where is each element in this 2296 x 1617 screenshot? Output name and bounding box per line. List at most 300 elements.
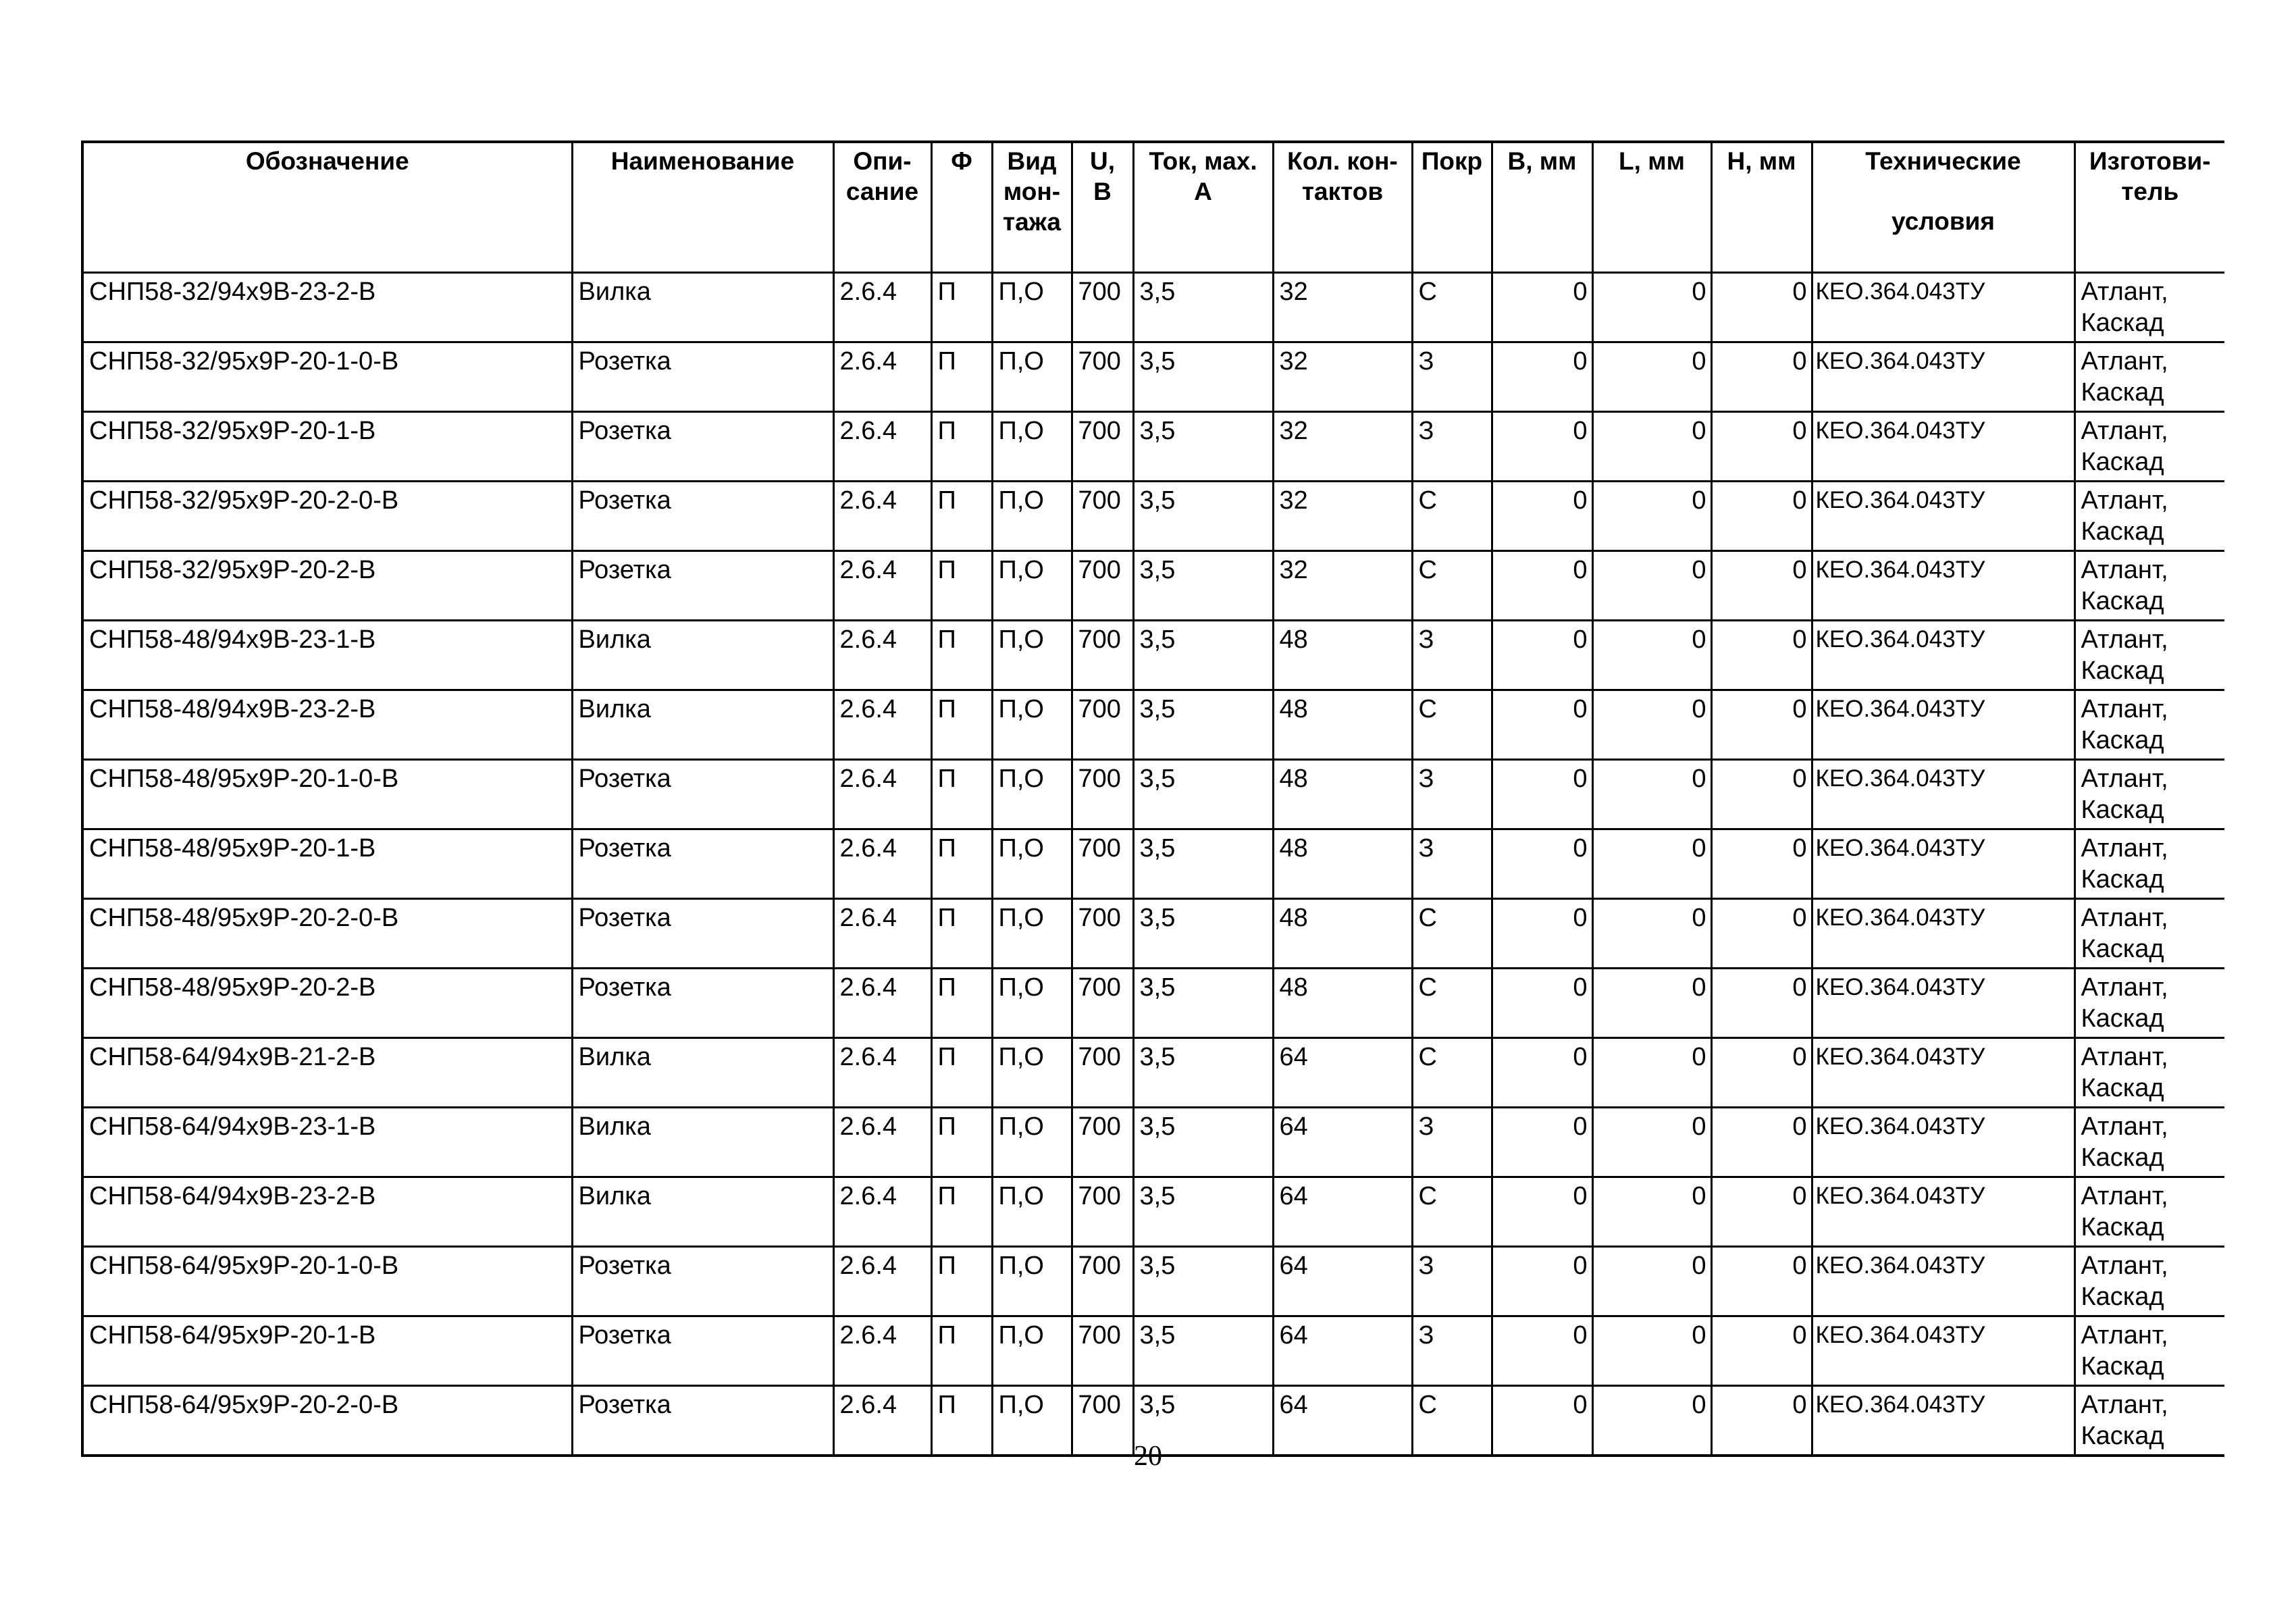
manufacturer-line: Атлант, <box>2081 695 2168 723</box>
cell-designation: СНП58-64/94х9В-23-2-В <box>82 1177 572 1247</box>
manufacturer-line: Каскад <box>2081 657 2164 685</box>
cell-mounting: П,О <box>992 1316 1072 1386</box>
header-contacts <box>1273 142 1412 273</box>
cell-l-mm: 0 <box>1592 690 1711 760</box>
header-l-mm: L, мм <box>1592 142 1711 273</box>
cell-f: П <box>931 1316 992 1386</box>
table-row <box>82 1038 2224 1108</box>
cell-designation: СНП58-48/95х9Р-20-1-0-В <box>82 760 572 829</box>
cell-h-mm: 0 <box>1711 760 1812 829</box>
cell-mounting: П,О <box>992 1108 1072 1177</box>
cell-tech-conditions: КЕО.364.043ТУ <box>1812 551 2075 621</box>
header-coating: Покр <box>1412 142 1492 273</box>
cell-f: П <box>931 621 992 690</box>
header-mounting-line: Вид <box>1007 147 1057 175</box>
cell-description: 2.6.4 <box>833 621 931 690</box>
cell-l-mm: 0 <box>1592 1177 1711 1247</box>
table-row <box>82 342 2224 412</box>
cell-manufacturer <box>2075 1386 2224 1456</box>
cell-l-mm: 0 <box>1592 621 1711 690</box>
cell-manufacturer <box>2075 621 2224 690</box>
cell-contacts: 48 <box>1273 969 1412 1038</box>
cell-f: П <box>931 1038 992 1108</box>
cell-manufacturer <box>2075 1247 2224 1316</box>
manufacturer-line: Каскад <box>2081 1004 2164 1033</box>
cell-name: Розетка <box>572 1316 833 1386</box>
cell-coating: З <box>1412 760 1492 829</box>
manufacturer-line: Каскад <box>2081 309 2164 337</box>
cell-name: Розетка <box>572 1386 833 1456</box>
cell-description: 2.6.4 <box>833 899 931 969</box>
cell-b-mm: 0 <box>1492 969 1592 1038</box>
cell-manufacturer <box>2075 1316 2224 1386</box>
cell-l-mm: 0 <box>1592 899 1711 969</box>
cell-manufacturer <box>2075 551 2224 621</box>
cell-h-mm: 0 <box>1711 342 1812 412</box>
cell-coating: С <box>1412 273 1492 342</box>
cell-designation: СНП58-64/95х9Р-20-1-В <box>82 1316 572 1386</box>
header-description-line: сание <box>845 178 919 205</box>
cell-b-mm: 0 <box>1492 1247 1592 1316</box>
cell-coating: С <box>1412 1177 1492 1247</box>
cell-b-mm: 0 <box>1492 899 1592 969</box>
cell-coating: З <box>1412 621 1492 690</box>
cell-f: П <box>931 551 992 621</box>
cell-mounting: П,О <box>992 899 1072 969</box>
cell-manufacturer <box>2075 690 2224 760</box>
cell-tech-conditions: КЕО.364.043ТУ <box>1812 1177 2075 1247</box>
cell-l-mm: 0 <box>1592 342 1711 412</box>
cell-b-mm: 0 <box>1492 1316 1592 1386</box>
cell-name: Розетка <box>572 551 833 621</box>
manufacturer-line: Атлант, <box>2081 834 2168 863</box>
cell-manufacturer <box>2075 1038 2224 1108</box>
cell-contacts: 32 <box>1273 412 1412 482</box>
cell-name: Вилка <box>572 621 833 690</box>
cell-mounting: П,О <box>992 829 1072 899</box>
cell-voltage: 700 <box>1072 899 1133 969</box>
cell-manufacturer <box>2075 1177 2224 1247</box>
cell-tech-conditions: КЕО.364.043ТУ <box>1812 829 2075 899</box>
cell-current: 3,5 <box>1133 1177 1273 1247</box>
cell-voltage: 700 <box>1072 412 1133 482</box>
cell-current: 3,5 <box>1133 342 1273 412</box>
cell-l-mm: 0 <box>1592 551 1711 621</box>
cell-f: П <box>931 899 992 969</box>
connectors-table <box>81 140 2224 1457</box>
header-tech-conditions <box>1812 142 2075 273</box>
header-voltage-line: В <box>1093 178 1112 205</box>
manufacturer-line: Каскад <box>2081 1283 2164 1311</box>
cell-mounting: П,О <box>992 412 1072 482</box>
cell-current: 3,5 <box>1133 1386 1273 1456</box>
cell-description: 2.6.4 <box>833 273 931 342</box>
cell-tech-conditions: КЕО.364.043ТУ <box>1812 1038 2075 1108</box>
cell-contacts: 32 <box>1273 342 1412 412</box>
cell-tech-conditions: КЕО.364.043ТУ <box>1812 690 2075 760</box>
cell-h-mm: 0 <box>1711 1247 1812 1316</box>
cell-designation: СНП58-32/95х9Р-20-2-В <box>82 551 572 621</box>
cell-designation: СНП58-64/94х9В-23-1-В <box>82 1108 572 1177</box>
cell-contacts: 32 <box>1273 551 1412 621</box>
cell-f: П <box>931 342 992 412</box>
header-b-mm: В, мм <box>1492 142 1592 273</box>
cell-f: П <box>931 1247 992 1316</box>
cell-voltage: 700 <box>1072 1386 1133 1456</box>
table-row <box>82 760 2224 829</box>
cell-description: 2.6.4 <box>833 969 931 1038</box>
cell-designation: СНП58-64/95х9Р-20-2-0-В <box>82 1386 572 1456</box>
cell-b-mm: 0 <box>1492 1108 1592 1177</box>
cell-mounting: П,О <box>992 1177 1072 1247</box>
header-manufacturer-line: Изготови- <box>2089 147 2211 175</box>
cell-designation: СНП58-48/94х9В-23-1-В <box>82 621 572 690</box>
manufacturer-line: Каскад <box>2081 378 2164 407</box>
manufacturer-line: Каскад <box>2081 1213 2164 1241</box>
manufacturer-line: Атлант, <box>2081 1112 2168 1141</box>
cell-b-mm: 0 <box>1492 1386 1592 1456</box>
cell-voltage: 700 <box>1072 1108 1133 1177</box>
header-description-line: Опи- <box>853 147 912 175</box>
manufacturer-line: Атлант, <box>2081 1182 2168 1210</box>
cell-voltage: 700 <box>1072 482 1133 551</box>
cell-current: 3,5 <box>1133 829 1273 899</box>
cell-f: П <box>931 1386 992 1456</box>
cell-h-mm: 0 <box>1711 969 1812 1038</box>
cell-h-mm: 0 <box>1711 1316 1812 1386</box>
cell-manufacturer <box>2075 760 2224 829</box>
cell-coating: З <box>1412 1247 1492 1316</box>
cell-b-mm: 0 <box>1492 551 1592 621</box>
manufacturer-line: Атлант, <box>2081 765 2168 793</box>
header-mounting <box>992 142 1072 273</box>
cell-tech-conditions: КЕО.364.043ТУ <box>1812 969 2075 1038</box>
cell-mounting: П,О <box>992 690 1072 760</box>
cell-voltage: 700 <box>1072 273 1133 342</box>
cell-mounting: П,О <box>992 621 1072 690</box>
cell-contacts: 64 <box>1273 1247 1412 1316</box>
cell-current: 3,5 <box>1133 1247 1273 1316</box>
cell-f: П <box>931 969 992 1038</box>
cell-b-mm: 0 <box>1492 273 1592 342</box>
manufacturer-line: Атлант, <box>2081 1043 2168 1071</box>
cell-designation: СНП58-48/94х9В-23-2-В <box>82 690 572 760</box>
header-name: Наименование <box>572 142 833 273</box>
header-manufacturer-line: тель <box>2121 178 2179 205</box>
cell-tech-conditions: КЕО.364.043ТУ <box>1812 412 2075 482</box>
cell-mounting: П,О <box>992 551 1072 621</box>
header-voltage <box>1072 142 1133 273</box>
table-row <box>82 1108 2224 1177</box>
table-row <box>82 482 2224 551</box>
cell-contacts: 64 <box>1273 1038 1412 1108</box>
cell-current: 3,5 <box>1133 760 1273 829</box>
table-row <box>82 969 2224 1038</box>
cell-h-mm: 0 <box>1711 482 1812 551</box>
cell-name: Розетка <box>572 482 833 551</box>
manufacturer-line: Каскад <box>2081 1074 2164 1102</box>
cell-contacts: 64 <box>1273 1108 1412 1177</box>
cell-designation: СНП58-64/95х9Р-20-1-0-В <box>82 1247 572 1316</box>
cell-designation: СНП58-32/95х9Р-20-1-0-В <box>82 342 572 412</box>
cell-name: Розетка <box>572 760 833 829</box>
cell-description: 2.6.4 <box>833 1108 931 1177</box>
cell-l-mm: 0 <box>1592 482 1711 551</box>
cell-h-mm: 0 <box>1711 1108 1812 1177</box>
page-number: 20 <box>1134 1441 1162 1472</box>
cell-manufacturer <box>2075 829 2224 899</box>
manufacturer-line: Каскад <box>2081 587 2164 615</box>
cell-voltage: 700 <box>1072 621 1133 690</box>
cell-tech-conditions: КЕО.364.043ТУ <box>1812 1247 2075 1316</box>
table-row <box>82 690 2224 760</box>
header-current-line: Ток, мах. <box>1149 147 1257 175</box>
header-f: Ф <box>931 142 992 273</box>
cell-designation: СНП58-48/95х9Р-20-2-0-В <box>82 899 572 969</box>
cell-b-mm: 0 <box>1492 829 1592 899</box>
cell-tech-conditions: КЕО.364.043ТУ <box>1812 621 2075 690</box>
cell-coating: С <box>1412 1038 1492 1108</box>
header-current-line: А <box>1194 178 1212 205</box>
cell-tech-conditions: КЕО.364.043ТУ <box>1812 1108 2075 1177</box>
cell-current: 3,5 <box>1133 482 1273 551</box>
cell-description: 2.6.4 <box>833 829 931 899</box>
cell-tech-conditions: КЕО.364.043ТУ <box>1812 482 2075 551</box>
cell-l-mm: 0 <box>1592 829 1711 899</box>
cell-description: 2.6.4 <box>833 342 931 412</box>
cell-designation: СНП58-32/94х9В-23-2-В <box>82 273 572 342</box>
table-row <box>82 899 2224 969</box>
cell-name: Розетка <box>572 342 833 412</box>
cell-coating: С <box>1412 899 1492 969</box>
cell-l-mm: 0 <box>1592 1386 1711 1456</box>
manufacturer-line: Каскад <box>2081 448 2164 476</box>
cell-b-mm: 0 <box>1492 1177 1592 1247</box>
cell-description: 2.6.4 <box>833 1177 931 1247</box>
cell-coating: С <box>1412 551 1492 621</box>
cell-h-mm: 0 <box>1711 1177 1812 1247</box>
cell-description: 2.6.4 <box>833 482 931 551</box>
cell-description: 2.6.4 <box>833 1038 931 1108</box>
header-tech-conditions-line: условия <box>1891 207 1995 235</box>
table-header <box>82 142 2224 273</box>
cell-l-mm: 0 <box>1592 273 1711 342</box>
cell-l-mm: 0 <box>1592 1108 1711 1177</box>
manufacturer-line: Атлант, <box>2081 1321 2168 1350</box>
cell-l-mm: 0 <box>1592 412 1711 482</box>
cell-mounting: П,О <box>992 1247 1072 1316</box>
cell-manufacturer <box>2075 273 2224 342</box>
cell-mounting: П,О <box>992 1386 1072 1456</box>
cell-f: П <box>931 273 992 342</box>
cell-manufacturer <box>2075 412 2224 482</box>
manufacturer-line: Атлант, <box>2081 486 2168 515</box>
cell-tech-conditions: КЕО.364.043ТУ <box>1812 1386 2075 1456</box>
table-row <box>82 273 2224 342</box>
cell-name: Вилка <box>572 690 833 760</box>
cell-description: 2.6.4 <box>833 412 931 482</box>
cell-name: Вилка <box>572 1108 833 1177</box>
cell-h-mm: 0 <box>1711 899 1812 969</box>
header-description <box>833 142 931 273</box>
cell-current: 3,5 <box>1133 899 1273 969</box>
cell-manufacturer <box>2075 899 2224 969</box>
manufacturer-line: Атлант, <box>2081 1391 2168 1419</box>
cell-designation: СНП58-48/95х9Р-20-2-В <box>82 969 572 1038</box>
manufacturer-line: Атлант, <box>2081 904 2168 932</box>
cell-current: 3,5 <box>1133 1038 1273 1108</box>
cell-f: П <box>931 760 992 829</box>
manufacturer-line: Каскад <box>2081 935 2164 963</box>
manufacturer-line: Атлант, <box>2081 1252 2168 1280</box>
cell-h-mm: 0 <box>1711 273 1812 342</box>
manufacturer-line: Каскад <box>2081 1352 2164 1381</box>
cell-voltage: 700 <box>1072 551 1133 621</box>
cell-f: П <box>931 482 992 551</box>
cell-current: 3,5 <box>1133 273 1273 342</box>
cell-name: Розетка <box>572 829 833 899</box>
cell-b-mm: 0 <box>1492 690 1592 760</box>
header-mounting-line: мон- <box>1003 178 1061 205</box>
cell-l-mm: 0 <box>1592 1038 1711 1108</box>
cell-h-mm: 0 <box>1711 621 1812 690</box>
cell-tech-conditions: КЕО.364.043ТУ <box>1812 342 2075 412</box>
table-row <box>82 412 2224 482</box>
cell-l-mm: 0 <box>1592 1247 1711 1316</box>
cell-contacts: 32 <box>1273 273 1412 342</box>
cell-description: 2.6.4 <box>833 551 931 621</box>
cell-coating: З <box>1412 412 1492 482</box>
cell-contacts: 48 <box>1273 829 1412 899</box>
cell-name: Розетка <box>572 1247 833 1316</box>
cell-coating: З <box>1412 1316 1492 1386</box>
table-body <box>82 273 2224 1456</box>
cell-description: 2.6.4 <box>833 1247 931 1316</box>
manufacturer-line: Каскад <box>2081 1422 2164 1450</box>
cell-description: 2.6.4 <box>833 760 931 829</box>
header-mounting-line: тажа <box>1003 208 1061 236</box>
cell-voltage: 700 <box>1072 690 1133 760</box>
cell-current: 3,5 <box>1133 1108 1273 1177</box>
cell-b-mm: 0 <box>1492 482 1592 551</box>
manufacturer-line: Атлант, <box>2081 973 2168 1002</box>
table-row <box>82 621 2224 690</box>
cell-contacts: 48 <box>1273 760 1412 829</box>
cell-b-mm: 0 <box>1492 621 1592 690</box>
manufacturer-line: Каскад <box>2081 796 2164 824</box>
cell-b-mm: 0 <box>1492 1038 1592 1108</box>
cell-name: Розетка <box>572 412 833 482</box>
cell-coating: С <box>1412 969 1492 1038</box>
table-row <box>82 1247 2224 1316</box>
header-row <box>82 142 2224 273</box>
cell-mounting: П,О <box>992 482 1072 551</box>
header-current <box>1133 142 1273 273</box>
cell-l-mm: 0 <box>1592 1316 1711 1386</box>
manufacturer-line: Каскад <box>2081 865 2164 894</box>
manufacturer-line: Атлант, <box>2081 556 2168 584</box>
cell-mounting: П,О <box>992 969 1072 1038</box>
cell-h-mm: 0 <box>1711 829 1812 899</box>
cell-f: П <box>931 1177 992 1247</box>
cell-description: 2.6.4 <box>833 1316 931 1386</box>
manufacturer-line: Атлант, <box>2081 625 2168 654</box>
cell-h-mm: 0 <box>1711 551 1812 621</box>
header-tech-conditions-line: Технические <box>1865 147 2021 175</box>
cell-h-mm: 0 <box>1711 1038 1812 1108</box>
cell-name: Вилка <box>572 1177 833 1247</box>
cell-designation: СНП58-32/95х9Р-20-1-В <box>82 412 572 482</box>
cell-b-mm: 0 <box>1492 342 1592 412</box>
cell-voltage: 700 <box>1072 1247 1133 1316</box>
cell-current: 3,5 <box>1133 412 1273 482</box>
cell-coating: З <box>1412 829 1492 899</box>
cell-manufacturer <box>2075 342 2224 412</box>
header-voltage-line: U, <box>1090 147 1115 175</box>
cell-l-mm: 0 <box>1592 969 1711 1038</box>
cell-f: П <box>931 829 992 899</box>
cell-name: Розетка <box>572 899 833 969</box>
cell-coating: С <box>1412 690 1492 760</box>
cell-contacts: 64 <box>1273 1316 1412 1386</box>
cell-b-mm: 0 <box>1492 760 1592 829</box>
header-contacts-line: Кол. кон- <box>1287 147 1398 175</box>
cell-current: 3,5 <box>1133 1316 1273 1386</box>
manufacturer-line: Атлант, <box>2081 278 2168 306</box>
header-manufacturer <box>2075 142 2224 273</box>
header-h-mm: Н, мм <box>1711 142 1812 273</box>
table-row <box>82 551 2224 621</box>
cell-tech-conditions: КЕО.364.043ТУ <box>1812 899 2075 969</box>
cell-voltage: 700 <box>1072 760 1133 829</box>
cell-tech-conditions: КЕО.364.043ТУ <box>1812 1316 2075 1386</box>
cell-contacts: 64 <box>1273 1386 1412 1456</box>
manufacturer-line: Каскад <box>2081 726 2164 754</box>
cell-description: 2.6.4 <box>833 690 931 760</box>
cell-manufacturer <box>2075 1108 2224 1177</box>
cell-contacts: 64 <box>1273 1177 1412 1247</box>
cell-coating: С <box>1412 482 1492 551</box>
header-designation: Обозначение <box>82 142 572 273</box>
cell-f: П <box>931 412 992 482</box>
cell-h-mm: 0 <box>1711 690 1812 760</box>
cell-manufacturer <box>2075 969 2224 1038</box>
cell-voltage: 700 <box>1072 1177 1133 1247</box>
cell-voltage: 700 <box>1072 969 1133 1038</box>
cell-mounting: П,О <box>992 342 1072 412</box>
cell-contacts: 48 <box>1273 899 1412 969</box>
cell-voltage: 700 <box>1072 1316 1133 1386</box>
cell-description: 2.6.4 <box>833 1386 931 1456</box>
manufacturer-line: Атлант, <box>2081 347 2168 376</box>
cell-current: 3,5 <box>1133 621 1273 690</box>
cell-mounting: П,О <box>992 273 1072 342</box>
header-contacts-line: тактов <box>1301 178 1384 205</box>
cell-designation: СНП58-64/94х9В-21-2-В <box>82 1038 572 1108</box>
cell-b-mm: 0 <box>1492 412 1592 482</box>
cell-mounting: П,О <box>992 1038 1072 1108</box>
cell-voltage: 700 <box>1072 1038 1133 1108</box>
cell-name: Вилка <box>572 273 833 342</box>
cell-name: Розетка <box>572 969 833 1038</box>
cell-mounting: П,О <box>992 760 1072 829</box>
cell-f: П <box>931 690 992 760</box>
table-row <box>82 1316 2224 1386</box>
cell-f: П <box>931 1108 992 1177</box>
cell-designation: СНП58-32/95х9Р-20-2-0-В <box>82 482 572 551</box>
cell-tech-conditions: КЕО.364.043ТУ <box>1812 760 2075 829</box>
cell-coating: З <box>1412 1108 1492 1177</box>
